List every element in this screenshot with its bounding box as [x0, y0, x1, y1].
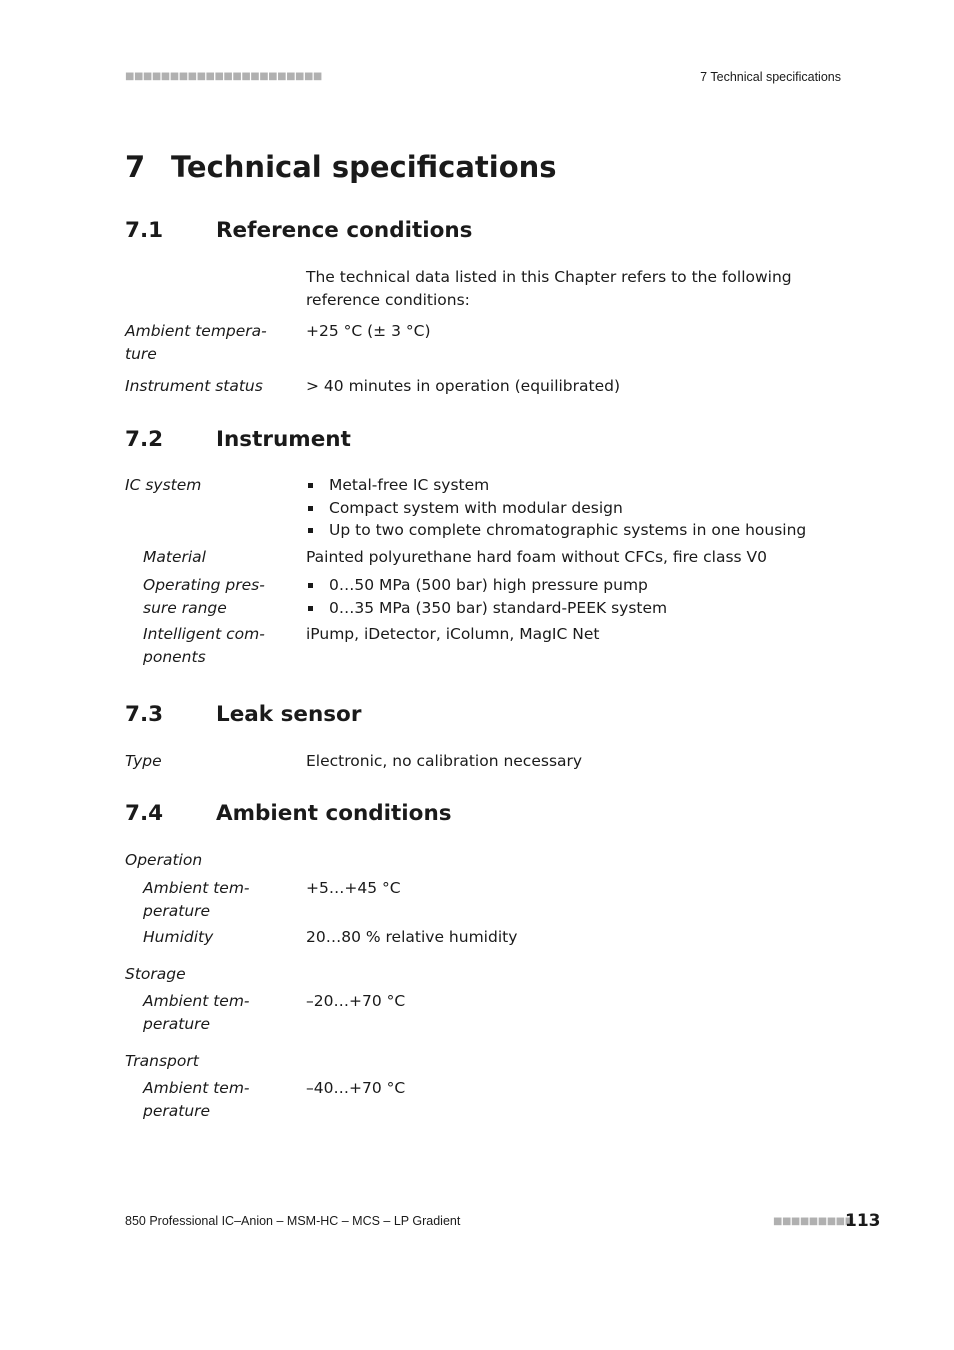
chapter-title-text: Technical specifications — [171, 150, 557, 184]
value-instrument-status: > 40 minutes in operation (equilibrated) — [306, 377, 621, 395]
section-title: Instrument — [216, 427, 351, 452]
section-number: 7.1 — [125, 218, 164, 243]
label-intelligent-components: Intelligent com- ponents — [143, 625, 265, 666]
label-humidity: Humidity — [143, 928, 214, 946]
label-transport-ambient-temperature: Ambient tem- perature — [143, 1079, 250, 1120]
label-operation-ambient-temperature: Ambient tem- perature — [143, 879, 250, 920]
label-instrument-status: Instrument status — [125, 377, 263, 395]
section-heading-leak-sensor — [125, 702, 361, 727]
chapter-number: 7 — [125, 150, 146, 184]
value-humidity: 20…80 % relative humidity — [306, 928, 518, 946]
value-storage-ambient-temperature: –20…+70 °C — [306, 992, 406, 1010]
chapter-title — [125, 150, 557, 184]
reference-intro: The technical data listed in this Chapter refers to the following reference conditions: — [306, 268, 792, 309]
label-material: Material — [143, 548, 206, 566]
section-number: 7.2 — [125, 427, 164, 452]
section-heading-instrument — [125, 427, 351, 452]
value-operation-ambient-temperature: +5…+45 °C — [306, 879, 401, 897]
pressure-list — [306, 574, 667, 619]
section-heading-reference-conditions — [125, 218, 472, 243]
label-storage: Storage — [125, 965, 186, 983]
label-storage-ambient-temperature: Ambient tem- perature — [143, 992, 250, 1033]
section-heading-ambient-conditions — [125, 801, 452, 826]
label-ambient-temperature: Ambient tempera- ture — [125, 322, 267, 363]
list-item: Compact system with modular design — [306, 497, 806, 520]
running-header-chapter: 7 Technical specifications — [700, 70, 841, 84]
footer-decoration: ■■■■■■■■■ — [773, 1216, 854, 1227]
ic-system-list — [306, 474, 806, 542]
list-item: 0…50 MPa (500 bar) high pressure pump — [306, 574, 667, 597]
label-operation: Operation — [125, 851, 203, 869]
value-type: Electronic, no calibration necessary — [306, 752, 583, 770]
list-item: Metal-free IC system — [306, 474, 806, 497]
page-number: 113 — [845, 1211, 881, 1231]
value-ambient-temperature: +25 °C (± 3 °C) — [306, 322, 431, 340]
label-type: Type — [125, 752, 162, 770]
value-transport-ambient-temperature: –40…+70 °C — [306, 1079, 406, 1097]
section-title: Ambient conditions — [216, 801, 452, 826]
header-decoration: ■■■■■■■■■■■■■■■■■■■■■■ — [125, 71, 322, 82]
list-item: 0…35 MPa (350 bar) standard-PEEK system — [306, 597, 667, 620]
section-number: 7.4 — [125, 801, 164, 826]
list-item: Up to two complete chromatographic systems in one housing — [306, 519, 806, 542]
footer-product-name: 850 Professional IC–Anion – MSM-HC – MCS – LP Gradient — [125, 1214, 461, 1228]
label-ic-system: IC system — [125, 476, 202, 494]
label-transport: Transport — [125, 1052, 199, 1070]
label-operating-pressure: Operating pres- sure range — [143, 576, 265, 617]
value-intelligent-components: iPump, iDetector, iColumn, MagIC Net — [306, 625, 600, 643]
section-title: Reference conditions — [216, 218, 473, 243]
section-number: 7.3 — [125, 702, 164, 727]
section-title: Leak sensor — [216, 702, 362, 727]
value-material: Painted polyurethane hard foam without CFCs, fire class V0 — [306, 548, 768, 566]
